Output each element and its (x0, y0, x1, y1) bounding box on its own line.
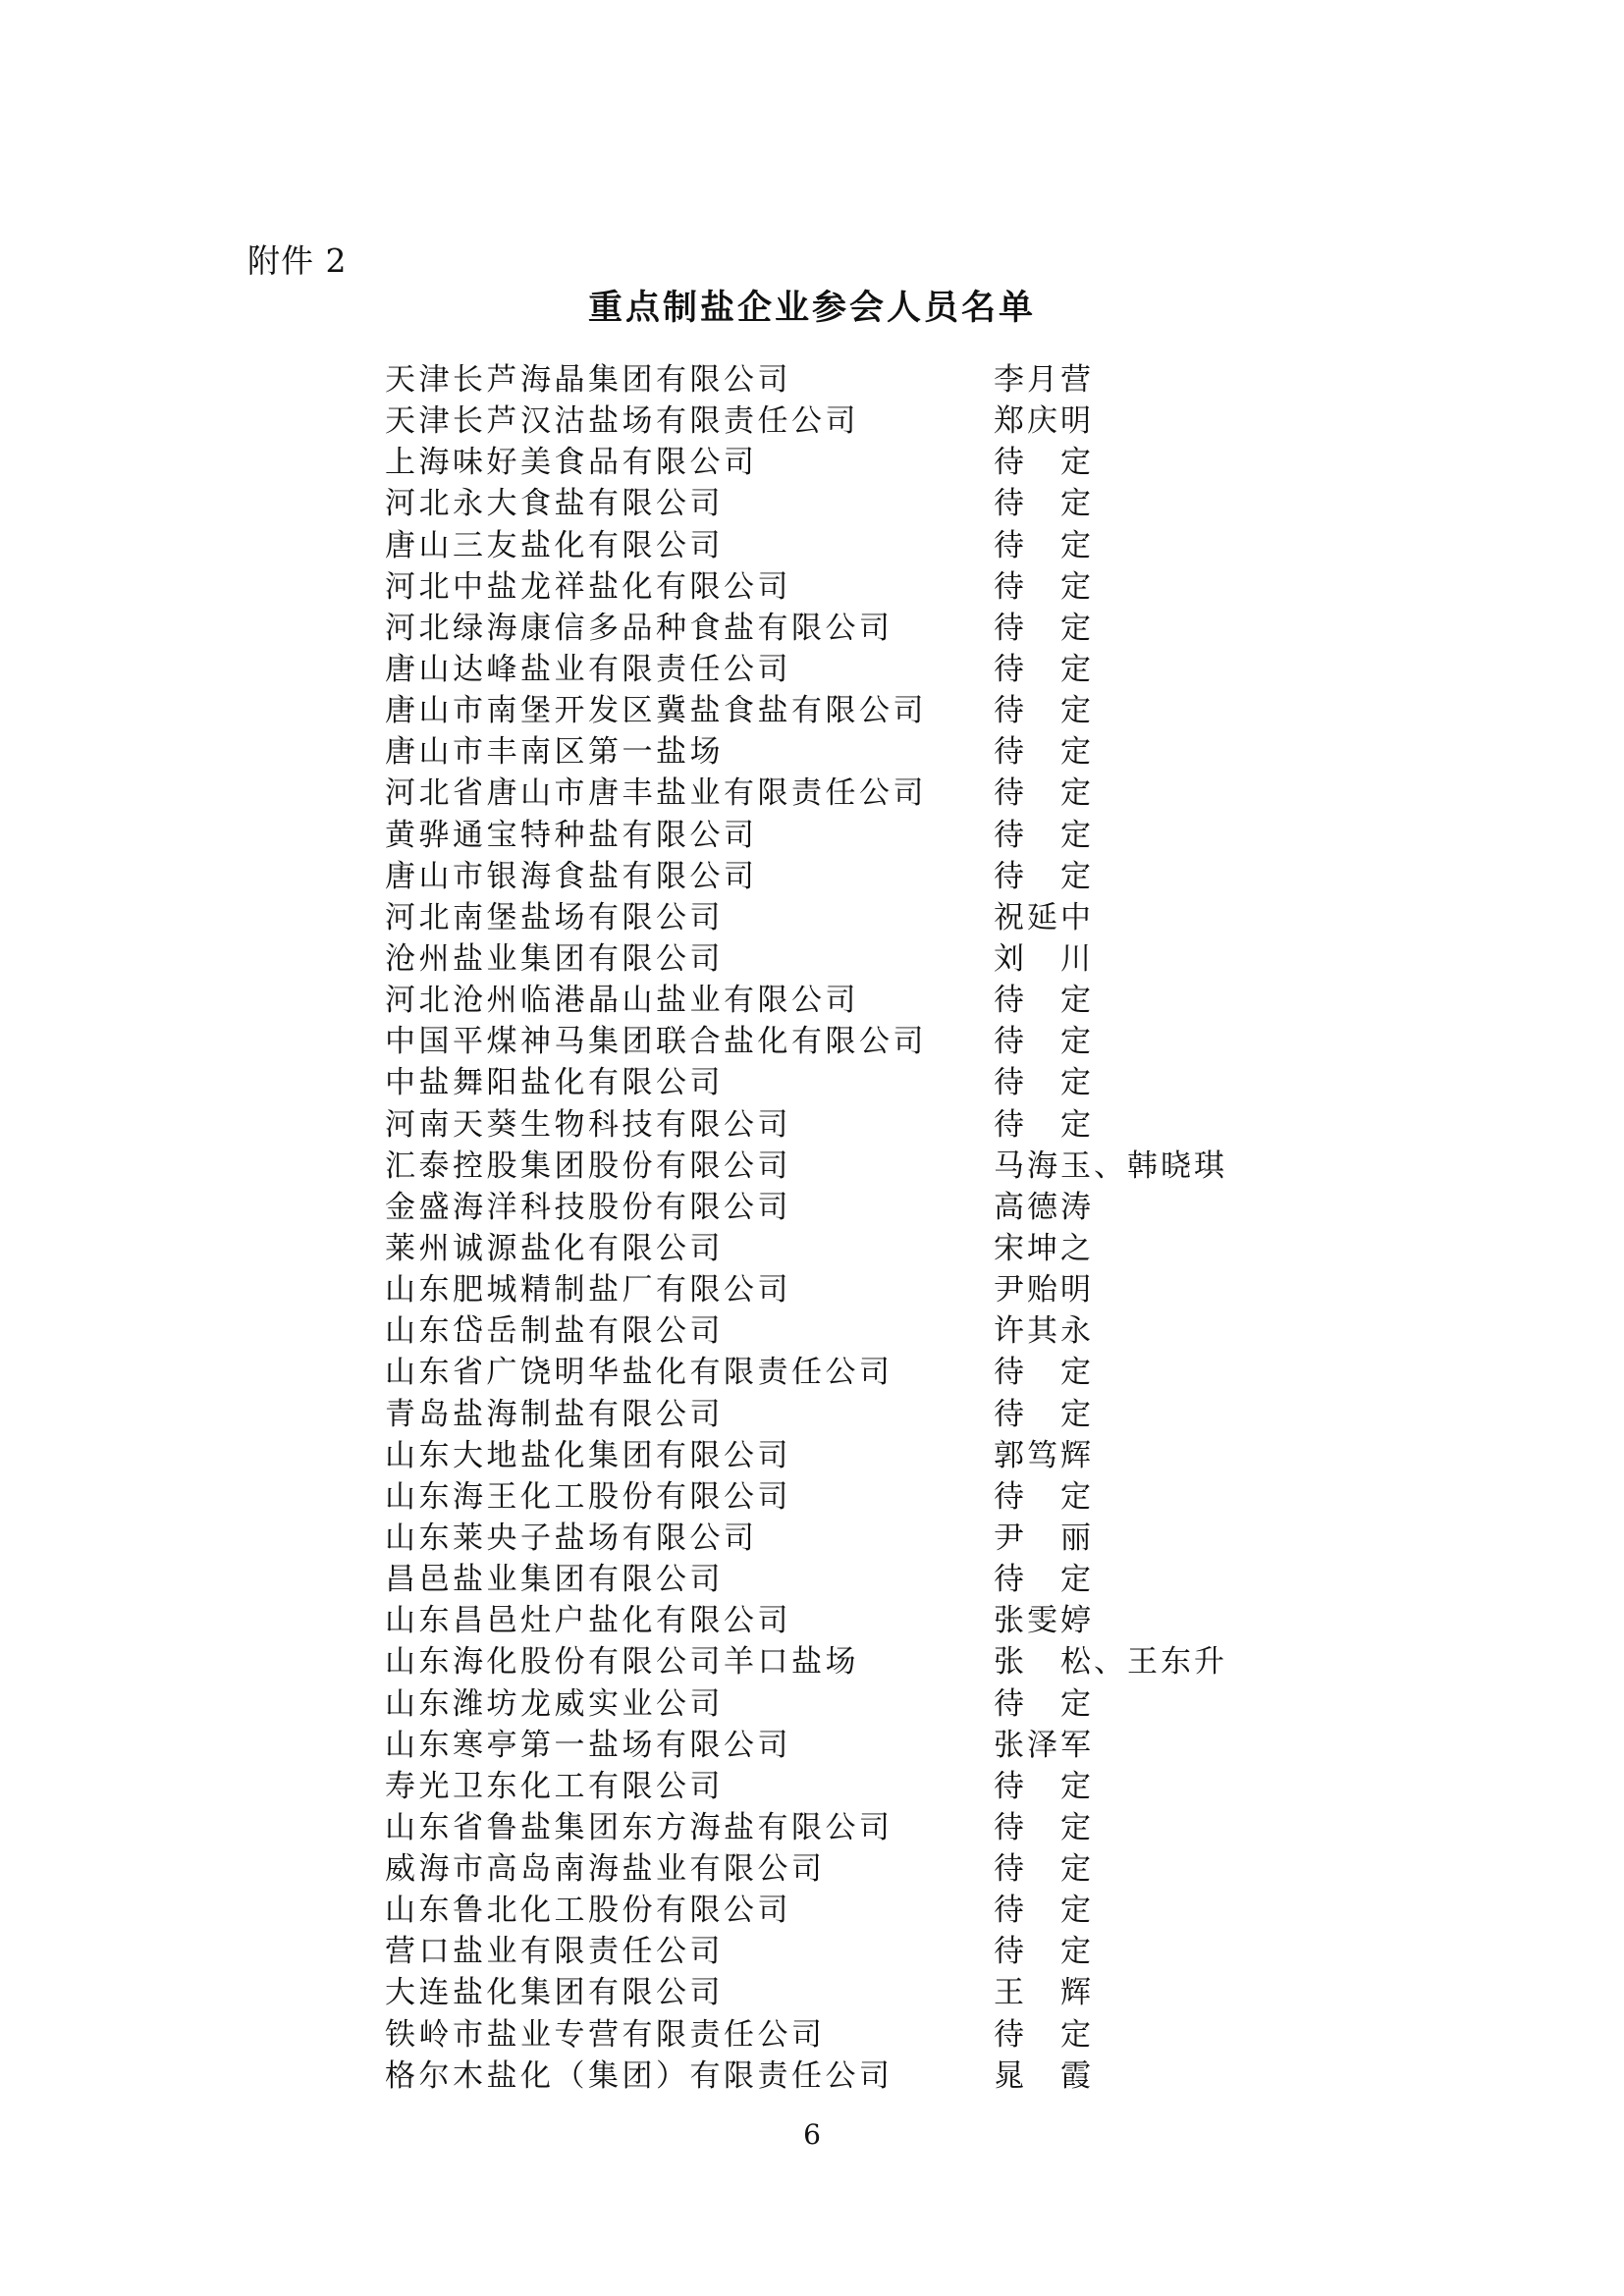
company-name: 营口盐业有限责任公司 (385, 1934, 724, 1970)
company-name: 山东昌邑灶户盐化有限公司 (385, 1603, 791, 1639)
page-number: 6 (803, 2118, 821, 2151)
list-item (0, 1146, 1624, 1187)
attendee-name: 待 定 (994, 817, 1094, 853)
attendee-name: 待 定 (994, 1893, 1094, 1929)
list-item (0, 1518, 1624, 1559)
company-name: 河南天葵生物科技有限公司 (385, 1106, 791, 1143)
list-item (0, 525, 1624, 566)
company-name: 天津长芦汉沽盐场有限责任公司 (385, 403, 859, 440)
company-name: 河北沧州临港晶山盐业有限公司 (385, 983, 859, 1019)
company-name: 中国平煤神马集团联合盐化有限公司 (385, 1024, 927, 1060)
attendee-name: 待 定 (994, 2016, 1094, 2053)
list-item (0, 1559, 1624, 1600)
attendee-name: 王 辉 (994, 1975, 1094, 2011)
company-name: 莱州诚源盐化有限公司 (385, 1230, 724, 1266)
attendee-name: 待 定 (994, 1106, 1094, 1143)
company-name: 唐山三友盐化有限公司 (385, 527, 724, 563)
attendee-name: 待 定 (994, 1396, 1094, 1432)
attendee-list (0, 359, 1624, 2097)
list-item (0, 1021, 1624, 1062)
company-name: 河北永大食盐有限公司 (385, 486, 724, 522)
company-name: 河北中盐龙祥盐化有限公司 (385, 568, 791, 605)
company-name: 山东寒亭第一盐场有限公司 (385, 1727, 791, 1763)
list-item (0, 897, 1624, 938)
company-name: 中盐舞阳盐化有限公司 (385, 1065, 724, 1101)
attendee-name: 待 定 (994, 610, 1094, 646)
attendee-name: 待 定 (994, 1024, 1094, 1060)
attendee-name: 待 定 (994, 651, 1094, 687)
attendee-name: 待 定 (994, 1809, 1094, 1845)
list-item (0, 773, 1624, 814)
attendee-name: 待 定 (994, 445, 1094, 481)
company-name: 山东莱央子盐场有限公司 (385, 1520, 758, 1556)
company-name: 唐山达峰盐业有限责任公司 (385, 651, 791, 687)
attendee-name: 待 定 (994, 527, 1094, 563)
attendee-name: 待 定 (994, 1768, 1094, 1804)
attendee-name: 待 定 (994, 734, 1094, 771)
list-item (0, 608, 1624, 649)
attendee-name: 待 定 (994, 568, 1094, 605)
list-item (0, 1931, 1624, 1972)
list-item (0, 1641, 1624, 1682)
company-name: 青岛盐海制盐有限公司 (385, 1396, 724, 1432)
company-name: 山东海化股份有限公司羊口盐场 (385, 1644, 859, 1681)
attendee-name: 刘 川 (994, 940, 1094, 977)
list-item (0, 1766, 1624, 1807)
list-item (0, 1807, 1624, 1848)
attendee-name: 待 定 (994, 1065, 1094, 1101)
list-item (0, 1725, 1624, 1766)
company-name: 唐山市南堡开发区冀盐食盐有限公司 (385, 693, 927, 729)
attendee-name: 许其永 (994, 1313, 1094, 1350)
company-name: 黄骅通宝特种盐有限公司 (385, 817, 758, 853)
list-item (0, 1600, 1624, 1641)
list-item (0, 856, 1624, 897)
company-name: 山东鲁北化工股份有限公司 (385, 1893, 791, 1929)
list-item (0, 1394, 1624, 1435)
attendee-name: 宋坤之 (994, 1230, 1094, 1266)
list-item (0, 400, 1624, 442)
list-item (0, 2056, 1624, 2097)
list-item (0, 1228, 1624, 1269)
list-item (0, 980, 1624, 1021)
company-name: 河北南堡盐场有限公司 (385, 899, 724, 935)
company-name: 沧州盐业集团有限公司 (385, 940, 724, 977)
attendee-name: 待 定 (994, 1478, 1094, 1515)
attachment-label: 附件 2 (247, 241, 348, 280)
list-item (0, 442, 1624, 483)
company-name: 河北省唐山市唐丰盐业有限责任公司 (385, 775, 927, 812)
list-item (0, 566, 1624, 608)
attendee-name: 尹贻明 (994, 1272, 1094, 1308)
company-name: 山东岱岳制盐有限公司 (385, 1313, 724, 1350)
list-item (0, 1187, 1624, 1228)
company-name: 唐山市丰南区第一盐场 (385, 734, 724, 771)
list-item (0, 1062, 1624, 1103)
attendee-name: 待 定 (994, 1685, 1094, 1722)
company-name: 唐山市银海食盐有限公司 (385, 858, 758, 894)
attendee-name: 待 定 (994, 858, 1094, 894)
list-item (0, 649, 1624, 690)
list-item (0, 2014, 1624, 2056)
attendee-name: 张雯婷 (994, 1603, 1094, 1639)
company-name: 铁岭市盐业专营有限责任公司 (385, 2016, 826, 2053)
attendee-name: 张泽军 (994, 1727, 1094, 1763)
company-name: 山东大地盐化集团有限公司 (385, 1437, 791, 1473)
list-item (0, 1104, 1624, 1146)
attendee-name: 待 定 (994, 1934, 1094, 1970)
company-name: 上海味好美食品有限公司 (385, 445, 758, 481)
attendee-name: 郑庆明 (994, 403, 1094, 440)
attendee-name: 李月营 (994, 362, 1094, 398)
list-item (0, 483, 1624, 524)
attendee-name: 尹 丽 (994, 1520, 1094, 1556)
list-item (0, 1683, 1624, 1725)
document-title: 重点制盐企业参会人员名单 (587, 288, 1036, 328)
attendee-name: 待 定 (994, 486, 1094, 522)
company-name: 山东潍坊龙威实业公司 (385, 1685, 724, 1722)
attendee-name: 待 定 (994, 1851, 1094, 1888)
list-item (0, 1476, 1624, 1518)
company-name: 寿光卫东化工有限公司 (385, 1768, 724, 1804)
company-name: 山东肥城精制盐厂有限公司 (385, 1272, 791, 1308)
list-item (0, 1890, 1624, 1931)
attendee-name: 高德涛 (994, 1189, 1094, 1225)
attendee-name: 张 松、王东升 (994, 1644, 1227, 1681)
attendee-name: 马海玉、韩晓琪 (994, 1148, 1227, 1184)
company-name: 山东省广饶明华盐化有限责任公司 (385, 1355, 893, 1391)
list-item (0, 1310, 1624, 1352)
attendee-name: 待 定 (994, 775, 1094, 812)
attendee-name: 待 定 (994, 1355, 1094, 1391)
company-name: 大连盐化集团有限公司 (385, 1975, 724, 2011)
company-name: 金盛海洋科技股份有限公司 (385, 1189, 791, 1225)
attendee-name: 待 定 (994, 983, 1094, 1019)
attendee-name: 待 定 (994, 1562, 1094, 1598)
company-name: 山东省鲁盐集团东方海盐有限公司 (385, 1809, 893, 1845)
list-item (0, 1848, 1624, 1890)
company-name: 昌邑盐业集团有限公司 (385, 1562, 724, 1598)
company-name: 威海市高岛南海盐业有限公司 (385, 1851, 826, 1888)
list-item (0, 815, 1624, 856)
attendee-name: 郭笃辉 (994, 1437, 1094, 1473)
company-name: 河北绿海康信多品种食盐有限公司 (385, 610, 893, 646)
attendee-name: 祝延中 (994, 899, 1094, 935)
company-name: 天津长芦海晶集团有限公司 (385, 362, 791, 398)
list-item (0, 938, 1624, 980)
attendee-name: 晁 霞 (994, 2057, 1094, 2094)
attendee-name: 待 定 (994, 693, 1094, 729)
list-item (0, 690, 1624, 731)
list-item (0, 1352, 1624, 1393)
list-item (0, 731, 1624, 773)
list-item (0, 1972, 1624, 2013)
list-item (0, 359, 1624, 400)
company-name: 山东海王化工股份有限公司 (385, 1478, 791, 1515)
list-item (0, 1435, 1624, 1476)
company-name: 汇泰控股集团股份有限公司 (385, 1148, 791, 1184)
list-item (0, 1269, 1624, 1310)
company-name: 格尔木盐化（集团）有限责任公司 (385, 2057, 893, 2094)
